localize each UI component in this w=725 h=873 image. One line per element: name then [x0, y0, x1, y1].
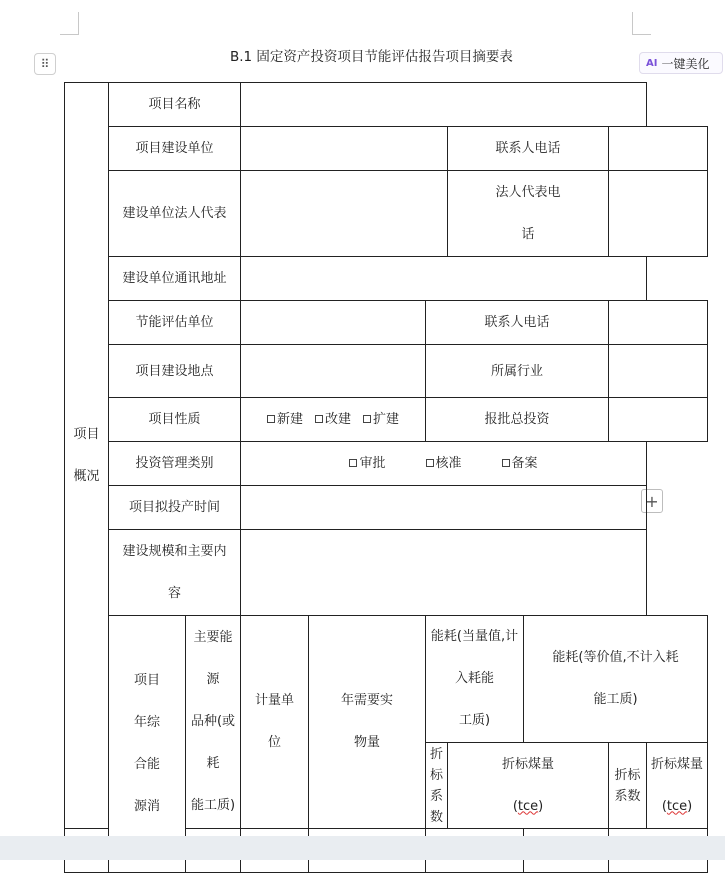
- label-contact-phone: 联系人电话: [448, 127, 609, 171]
- mgmt-options: [241, 442, 647, 486]
- value-legal-rep-phone[interactable]: [609, 171, 708, 257]
- summary-table: [64, 82, 708, 873]
- document-title: B.1 固定资产投资项目节能评估报告项目摘要表: [230, 49, 513, 65]
- label-legal-rep: 建设单位法人代表: [109, 171, 241, 257]
- header-annual-need: 年需要实 物量: [309, 616, 426, 829]
- option-rebuild[interactable]: 改建: [315, 409, 351, 430]
- label-production-time: 项目拟投产时间: [109, 486, 241, 530]
- value-location[interactable]: [241, 345, 426, 398]
- drag-handle-icon[interactable]: ⠿: [34, 53, 56, 75]
- label-approved-investment: 报批总投资: [426, 398, 609, 442]
- header-coal-equal: 折标煤量 (tce): [448, 743, 609, 829]
- checkbox-icon: [426, 459, 434, 467]
- crop-mark-left: [60, 12, 79, 35]
- header-coef-equiv: 折标系数: [609, 743, 647, 829]
- option-approval[interactable]: 审批: [349, 453, 385, 474]
- label-eval-unit: 节能评估单位: [109, 301, 241, 345]
- value-contact-phone[interactable]: [609, 127, 708, 171]
- label-construction-unit: 项目建设单位: [109, 127, 241, 171]
- value-eval-unit[interactable]: [241, 301, 426, 345]
- section-overview-label: 项目 概况: [65, 83, 109, 829]
- option-record[interactable]: 备案: [502, 453, 538, 474]
- header-consumption-equiv: 能耗(等价值,不计入耗 能工质): [524, 616, 708, 743]
- value-legal-rep[interactable]: [241, 171, 448, 257]
- label-legal-rep-phone: 法人代表电 话: [448, 171, 609, 257]
- ai-icon: AI: [646, 57, 658, 69]
- value-project-name[interactable]: [241, 83, 647, 127]
- header-unit: 计量单 位: [241, 616, 309, 829]
- label-project-name: 项目名称: [109, 83, 241, 127]
- label-nature: 项目性质: [109, 398, 241, 442]
- option-expand[interactable]: 扩建: [363, 409, 399, 430]
- value-address[interactable]: [241, 257, 647, 301]
- checkbox-icon: [349, 459, 357, 467]
- checkbox-icon: [267, 415, 275, 423]
- header-coal-equiv: 折标煤量 (tce): [647, 743, 708, 829]
- option-new[interactable]: 新建: [267, 409, 303, 430]
- value-approved-investment[interactable]: [609, 398, 708, 442]
- value-contact-phone-2[interactable]: [609, 301, 708, 345]
- header-energy-type: 主要能源 品种(或耗 能工质): [186, 616, 241, 829]
- value-scale[interactable]: [241, 530, 647, 616]
- value-production-time[interactable]: [241, 486, 647, 530]
- value-construction-unit[interactable]: [241, 127, 448, 171]
- label-mgmt-category: 投资管理类别: [109, 442, 241, 486]
- header-coef-equal: 折标系数: [426, 743, 448, 829]
- checkbox-icon: [502, 459, 510, 467]
- section-energy-label: 项目 年综 合能 源消: [109, 616, 186, 873]
- crop-mark-right: [632, 12, 651, 35]
- label-contact-phone-2: 联系人电话: [426, 301, 609, 345]
- ai-beautify-label: 一键美化: [661, 56, 710, 71]
- ai-beautify-button[interactable]: [639, 52, 723, 74]
- value-industry[interactable]: [609, 345, 708, 398]
- add-row-button[interactable]: +: [641, 489, 663, 513]
- option-verify[interactable]: 核准: [426, 453, 462, 474]
- label-address: 建设单位通讯地址: [109, 257, 241, 301]
- checkbox-icon: [315, 415, 323, 423]
- label-industry: 所属行业: [426, 345, 609, 398]
- status-bar: [0, 836, 725, 860]
- nature-options: [241, 398, 426, 442]
- label-scale: 建设规模和主要内 容: [109, 530, 241, 616]
- header-consumption-equal: 能耗(当量值,计入耗能 工质): [426, 616, 524, 743]
- label-location: 项目建设地点: [109, 345, 241, 398]
- checkbox-icon: [363, 415, 371, 423]
